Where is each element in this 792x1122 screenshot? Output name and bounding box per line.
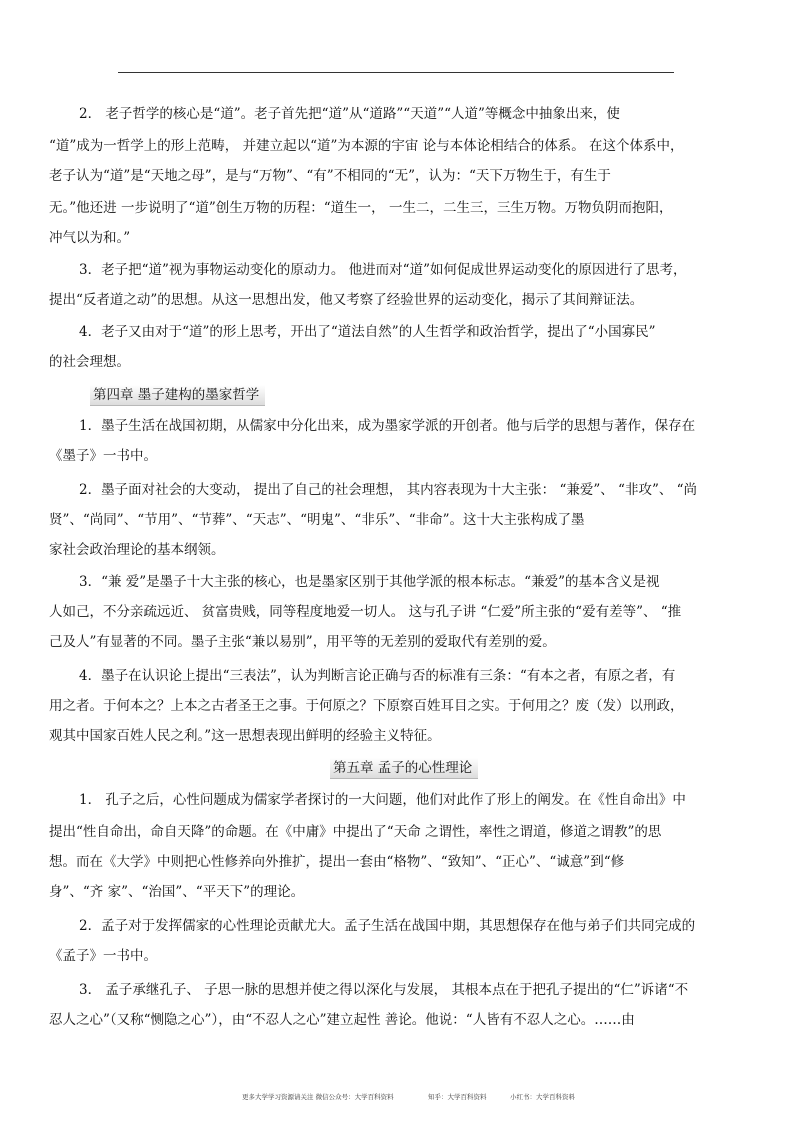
paragraph-line: 2．墨子面对社会的大变动， 提出了自己的社会理想， 其内容表现为十大主张： “兼爱”、 “非攻”、 “尚 (79, 482, 698, 498)
paragraph-line: 家社会政治理论的基本纲领。 (49, 542, 225, 558)
chapter-heading: 第五章 孟子的心性理论 (330, 758, 478, 779)
paragraph-line: 忍人之心”（又称“恻隐之心”），由“不忍人之心”建立起性 善论。他说：“人皆有不忍人之心。……由 (49, 1012, 635, 1028)
paragraph-line: 贤”、“尚同”、“节用”、“节葬”、“天志”、“明鬼”、“非乐”、“非命”。这十大主张构成了墨 (49, 512, 585, 528)
paragraph-line: 用之者。于何本之？上本之古者圣王之事。于何原之？下原察百姓耳目之实。于何用之？废（发）以刑政， (49, 698, 684, 714)
paragraph-line: 观其中国家百姓人民之利。”这一思想表现出鲜明的经验主义特征。 (49, 728, 441, 744)
paragraph-line: 己及人”有显著的不同。墨子主张“兼以易别”，用平等的无差别的爱取代有差别的爱。 (49, 634, 556, 650)
paragraph-line: 4．老子又由对于“道”的形上思考，开出了“道法自然”的人生哲学和政治哲学，提出了“小国寡民” (79, 324, 656, 340)
paragraph-line: 《孟子》一书中。 (49, 948, 157, 964)
paragraph-line: 《墨子》一书中。 (49, 448, 157, 464)
paragraph-line: 3． 孟子承继孔子、 子思一脉的思想并使之得以深化与发展， 其根本点在于把孔子提出的“仁”诉诸“不 (79, 982, 689, 998)
footer-note: 知乎：大学百科资料 (428, 1093, 487, 1101)
header-rule (118, 72, 674, 73)
paragraph-line: 3．“兼 爱”是墨子十大主张的核心，也是墨家区别于其他学派的根本标志。“兼爱”的基本含义是视 (79, 574, 660, 590)
paragraph-line: 2． 老子哲学的核心是“道”。老子首先把“道”从“道路”“天道”“人道”等概念中抽象出来，使 (79, 106, 620, 122)
paragraph-line: 1．墨子生活在战国初期，从儒家中分化出来，成为墨家学派的开创者。他与后学的思想与著作，保存在 (79, 418, 696, 434)
paragraph-line: 身”、“齐 家”、“治国”、“平天下”的理论。 (49, 884, 305, 900)
paragraph-line: “道”成为一哲学上的形上范畴， 并建立起以“道”为本源的宇宙 论与本体论相结合的体系。 在这个体系中， (49, 138, 684, 154)
paragraph-line: 1． 孔子之后，心性问题成为儒家学者探讨的一大问题，他们对此作了形上的阐发。在《性自命出》中 (79, 792, 686, 808)
paragraph-line: 4．墨子在认识论上提出“三表法”，认为判断言论正确与否的标准有三条：“有本之者，有原之者，有 (79, 668, 676, 684)
paragraph-line: 3．老子把“道”视为事物运动变化的原动力。 他进而对“道”如何促成世界运动变化的原因进行了思考， (79, 262, 687, 278)
paragraph-line: 冲气以为和。” (49, 230, 131, 246)
paragraph-line: 老子认为“道”是“天地之母”，是与“万物”、“有”不相同的“无”，认为：“天下万物生于，有生于 (49, 168, 611, 184)
footer-note: 小红书：大学百科资料 (510, 1093, 575, 1101)
footer-note: 更多大学学习资源请关注 微信公众号：大学百科资料 (242, 1093, 394, 1101)
chapter-heading: 第四章 墨子建构的墨家哲学 (90, 385, 265, 406)
paragraph-line: 的社会理想。 (49, 354, 130, 370)
paragraph-line: 人如己，不分亲疏远近、 贫富贵贱，同等程度地爱一切人。 这与孔子讲 “仁爱”所主张的“爱有差等”、 “推 (49, 604, 682, 620)
paragraph-line: 2．孟子对于发挥儒家的心性理论贡献尤大。孟子生活在战国中期，其思想保存在他与弟子们共同完成的 (79, 918, 696, 934)
paragraph-line: 提出“性自命出，命自天降”的命题。在《中庸》中提出了“天命 之谓性，率性之谓道，修道之谓教”的思 (49, 824, 662, 840)
paragraph-line: 无。”他还进 一步说明了“道”创生万物的历程：“道生一， 一生二，二生三，三生万物。万物负阴而抱阳， (49, 200, 673, 216)
paragraph-line: 提出“反者道之动”的思想。从这一思想出发，他又考察了经验世界的运动变化，揭示了其间辩证法。 (49, 292, 644, 308)
paragraph-line: 想。而在《大学》中则把心性修养向外推扩，提出一套由“格物”、“致知”、“正心”、“诚意”到“修 (49, 854, 625, 870)
